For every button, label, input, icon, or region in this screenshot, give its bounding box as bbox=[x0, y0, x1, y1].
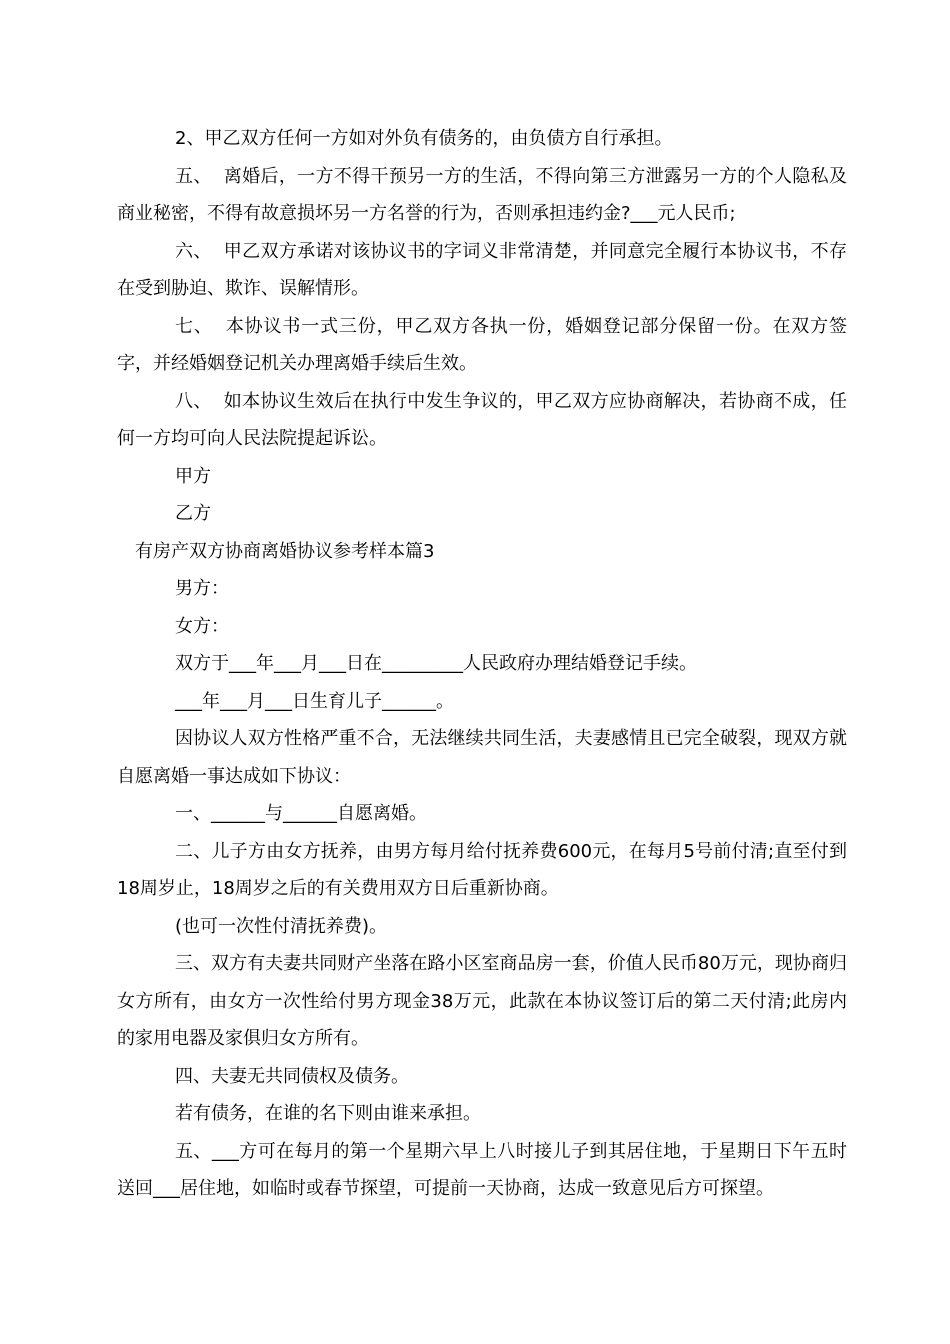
section-title: 有房产双方协商离婚协议参考样本篇3 bbox=[135, 540, 435, 562]
paragraph-marriage-registration: 双方于___年___月___日在_________人民政府办理结婚登记手续。 bbox=[175, 653, 697, 674]
signature-party-a: 甲方 bbox=[175, 465, 211, 487]
paragraph-debt-responsibility: 若有债务，在谁的名下则由谁来承担。 bbox=[175, 1103, 481, 1124]
paragraph-article-3-property: 三、双方有夫妻共同财产坐落在路小区室商品房一套，价值人民币80万元，现协商归女方所有，由女方一次性给付男方现金38万元，此款在本协议签订后的第二天付清;此房内的家用电器及家俱归女方所有。 bbox=[117, 953, 847, 1049]
paragraph-debt-clause: 2、甲乙双方任何一方如对外负有债务的，由负债方自行承担。 bbox=[175, 128, 673, 149]
paragraph-article-6-understanding: 六、 甲乙双方承诺对该协议书的字词义非常清楚，并同意完全履行本协议书，不存在受到胁迫、欺诈、误解情形。 bbox=[117, 240, 847, 299]
paragraph-article-5-visitation: 五、___方可在每月的第一个星期六早上八时接儿子到其居住地，于星期日下午五时送回___居住地，如临时或春节探望，可提前一天协商，达成一致意见后方可探望。 bbox=[117, 1140, 847, 1199]
paragraph-child-birth: ___年___月___日生育儿子______。 bbox=[175, 690, 454, 712]
paragraph-preamble: 因协议人双方性格严重不合，无法继续共同生活，夫妻感情且已完全破裂，现双方就自愿离婚一事达成如下协议： bbox=[117, 728, 847, 787]
paragraph-article-8-disputes: 八、 如本协议生效后在执行中发生争议的，甲乙双方应协商解决，若协商不成，任何一方均可向人民法院提起诉讼。 bbox=[117, 390, 847, 449]
paragraph-article-2-custody: 二、儿子方由女方抚养，由男方每月给付抚养费600元，在每月5号前付清;直至付到18周岁止，18周岁之后的有关费用双方日后重新协商。 bbox=[117, 840, 847, 899]
paragraph-article-1-divorce: 一、______与______自愿离婚。 bbox=[175, 803, 427, 824]
paragraph-lump-sum-note: (也可一次性付清抚养费)。 bbox=[175, 915, 388, 937]
paragraph-article-4-debts: 四、夫妻无共同债权及债务。 bbox=[175, 1065, 409, 1087]
signature-party-b: 乙方 bbox=[175, 503, 211, 524]
field-male-party: 男方： bbox=[175, 578, 229, 599]
document-body bbox=[117, 120, 847, 1208]
paragraph-article-5-privacy: 五、 离婚后，一方不得干预另一方的生活，不得向第三方泄露另一方的个人隐私及商业秘密，不得有故意损坏另一方名誉的行为，否则承担违约金?___元人民币; bbox=[117, 165, 847, 224]
field-female-party: 女方： bbox=[175, 615, 229, 637]
paragraph-article-7-copies: 七、 本协议书一式三份，甲乙双方各执一份，婚姻登记部分保留一份。在双方签字，并经婚姻登记机关办理离婚手续后生效。 bbox=[117, 315, 847, 374]
